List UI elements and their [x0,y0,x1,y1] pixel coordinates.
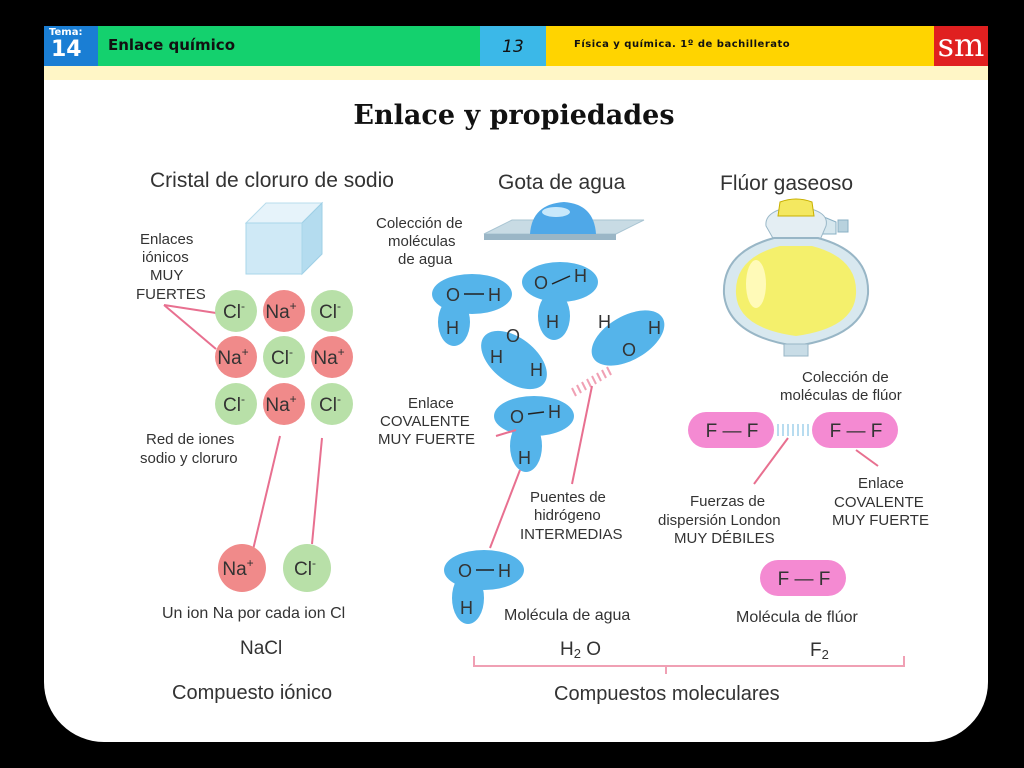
svg-text:H: H [518,448,531,468]
water-drop-icon [484,202,644,240]
ionic-network-label: Red de iones sodio y cloruro [140,431,238,467]
london-force-label: Fuerzas de dispersión London MUY DÉBILES [658,493,781,547]
molecular-bracket [474,656,904,666]
svg-text:O: O [458,561,473,581]
lattice-ion: Na+ [265,392,297,416]
fluorine-molecule-label: Molécula de flúor [736,609,858,626]
lattice-ion: Cl- [223,299,245,323]
svg-text:O: O [506,326,521,346]
logo-text: sm [937,26,985,64]
ionic-ratio-text: Un ion Na por cada ion Cl [162,605,346,622]
svg-text:O: O [510,407,525,427]
svg-text:H: H [574,266,587,286]
hydrogen-bond-label: Puentes de hidrógeno INTERMEDIAS [520,489,623,543]
water-collection-label: Colección de moléculas de agua [376,215,463,268]
lattice-ion: Na+ [217,345,249,369]
water-formula: H2 O [560,639,602,661]
svg-text:H: H [648,318,661,338]
ionic-lattice [215,290,353,425]
water-heading: Gota de agua [498,171,626,194]
ionic-bond-label: Enlaces iónicos MUY FUERTES [136,231,206,303]
svg-text:H: H [446,318,459,338]
london-force-hatch [778,424,808,436]
sodium-ion-label: Na+ [222,556,254,580]
topic-title: Enlace químico [108,36,236,54]
page-number: 13 [502,37,524,57]
crystal-cube-icon [246,203,322,274]
lattice-ion: Na+ [313,345,345,369]
fluorine-molecule-text: F — F [777,569,831,590]
molecular-compounds-label: Compuestos moleculares [554,683,780,705]
water-covalent-label: Enlace COVALENTE MUY FUERTE [378,395,475,448]
fluorine-molecule-text: F — F [705,421,759,442]
water-molecule-label: Molécula de agua [504,607,631,624]
lattice-ion: Cl- [223,392,245,416]
lattice-ion: Na+ [265,299,297,323]
subject-text: Física y química. 1º de bachillerato [574,39,791,50]
svg-text:O: O [534,273,549,293]
water-molecule [582,299,673,377]
tema-label: Tema: [49,27,83,38]
svg-text:H: H [498,561,511,581]
svg-text:H: H [530,360,543,380]
svg-text:O: O [446,285,461,305]
svg-text:H: H [460,598,473,618]
svg-text:H: H [546,312,559,332]
main-title: Enlace y propiedades [353,100,675,131]
slide-page [44,26,988,742]
fluorine-molecule-text: F — F [829,421,883,442]
lattice-ion: Cl- [319,299,341,323]
fluorine-heading: Flúor gaseoso [720,172,854,195]
svg-text:O: O [622,340,637,360]
lattice-ion: Cl- [271,345,293,369]
lattice-ion: Cl- [319,392,341,416]
fluorine-covalent-label: Enlace COVALENTE MUY FUERTE [832,475,929,529]
flask-icon [724,199,868,356]
svg-text:H: H [548,402,561,422]
svg-text:H: H [488,285,501,305]
fluorine-formula: F2 [810,640,829,662]
chloride-ion-label: Cl- [294,556,316,580]
ionic-formula: NaCl [240,638,283,659]
ionic-heading: Cristal de cloruro de sodio [150,169,394,192]
diagram-canvas [44,26,988,742]
svg-text:H: H [490,347,503,367]
ionic-compound-type: Compuesto iónico [172,682,333,704]
fluorine-collection-label: Colección de moléculas de flúor [780,369,902,404]
tema-number: 14 [51,37,82,62]
svg-text:H: H [598,312,611,332]
